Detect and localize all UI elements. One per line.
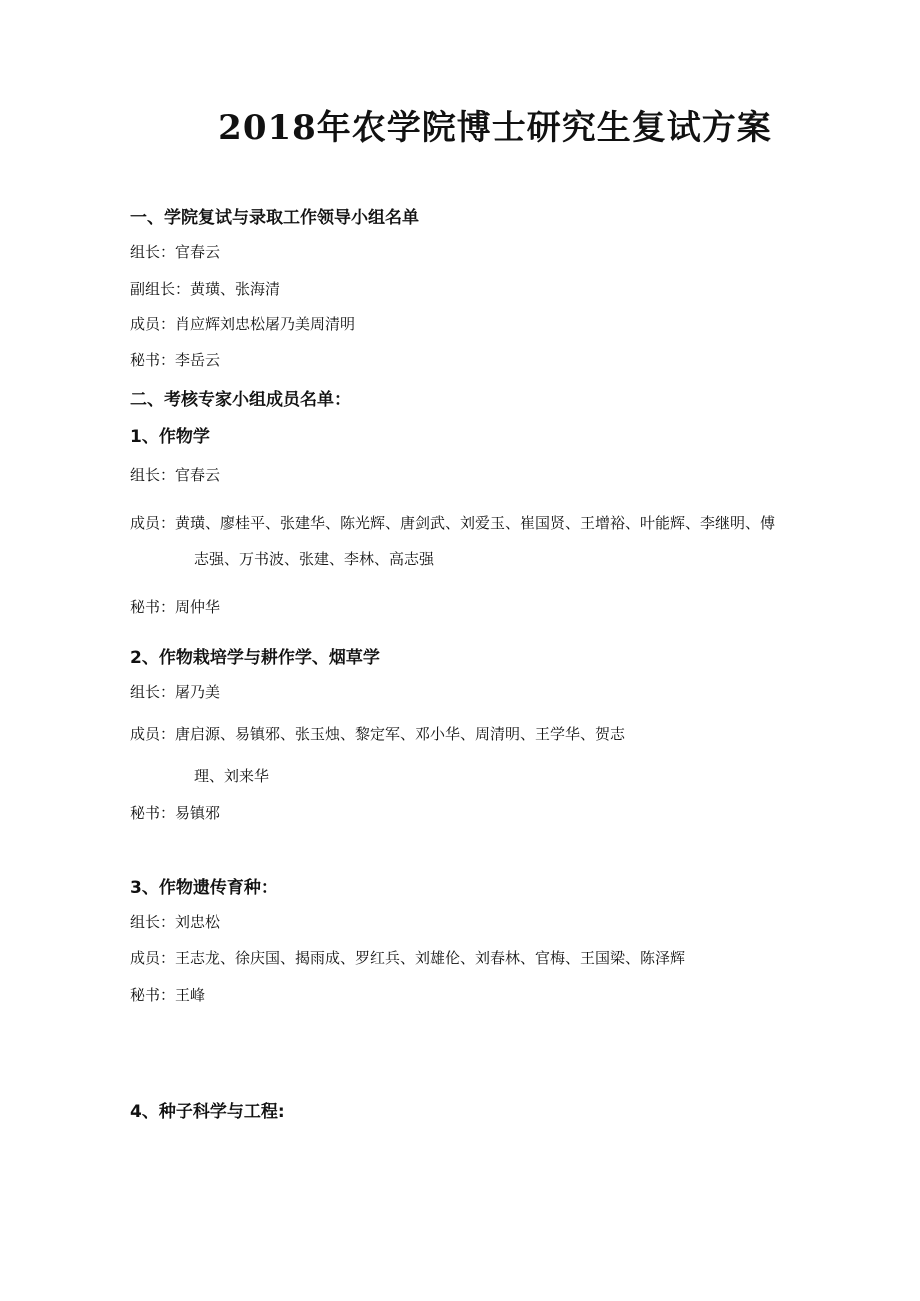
group3-leader: 组长：刘忠松 — [130, 913, 221, 931]
section1-secretary: 秘书：李岳云 — [130, 351, 221, 369]
group1-heading: 1、作物学 — [130, 427, 210, 447]
group4-heading: 4、种子科学与工程: — [130, 1102, 285, 1122]
group2-members-line2: 理、刘来华 — [194, 767, 270, 785]
group2-members-line1: 成员：唐启源、易镇邪、张玉烛、黎定军、邓小华、周清明、王学华、贺志 — [130, 725, 626, 743]
group3-heading: 3、作物遗传育种： — [130, 878, 278, 898]
group3-secretary: 秘书：王峰 — [130, 986, 206, 1004]
section2-heading: 二、考核专家小组成员名单： — [130, 390, 351, 410]
group1-members-line1: 成员：黄璜、廖桂平、张建华、陈光辉、唐剑武、刘爱玉、崔国贤、王增裕、叶能辉、李继明、傅 — [130, 514, 776, 532]
group1-members-line2: 志强、万书波、张建、李林、高志强 — [194, 550, 435, 568]
section1-leader: 组长：官春云 — [130, 243, 221, 261]
group2-secretary: 秘书：易镇邪 — [130, 804, 221, 822]
section1-vice-leader: 副组长：黄璜、张海清 — [130, 280, 281, 298]
group1-secretary: 秘书：周仲华 — [130, 598, 221, 616]
section1-heading: 一、学院复试与录取工作领导小组名单 — [130, 208, 419, 228]
group2-heading: 2、作物栽培学与耕作学、烟草学 — [130, 648, 380, 668]
group2-leader: 组长：屠乃美 — [130, 683, 221, 701]
group1-leader: 组长：官春云 — [130, 466, 221, 484]
section1-members: 成员：肖应辉刘忠松屠乃美周清明 — [130, 315, 356, 333]
group3-members: 成员：王志龙、徐庆国、揭雨成、罗红兵、刘雄伦、刘春林、官梅、王国梁、陈泽辉 — [130, 949, 686, 967]
document-title: 2018年农学院博士研究生复试方案 — [218, 108, 772, 148]
